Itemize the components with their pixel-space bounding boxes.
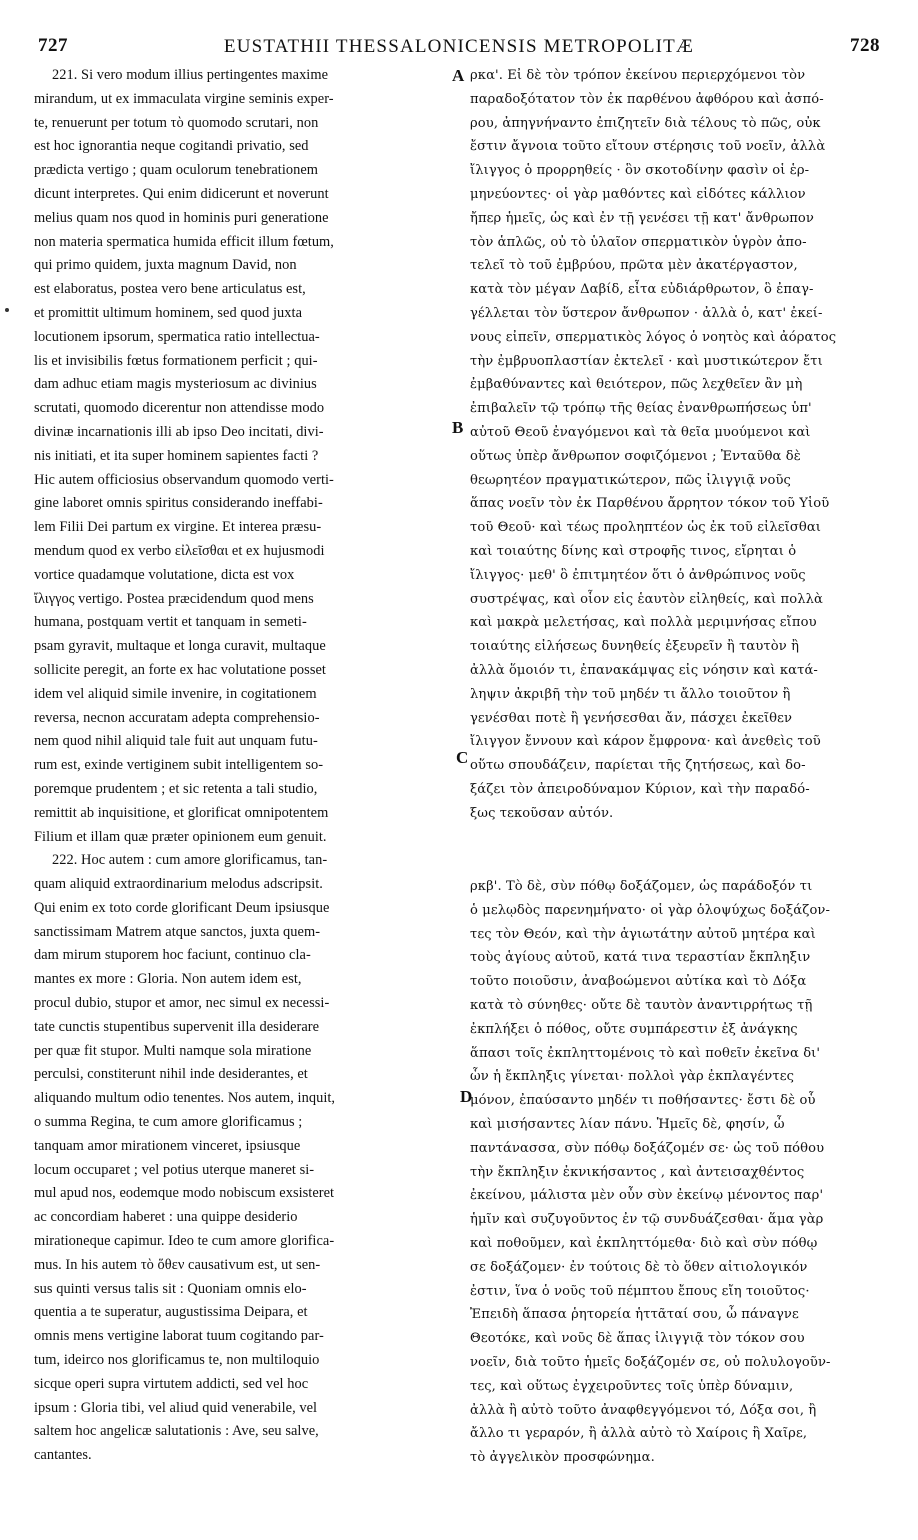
greek-text-line: κατὰ τὸ σύνηθες· οὔτε δὲ ταυτὸν ἀναντιρρήτως τῇ — [470, 997, 813, 1013]
latin-text-line: nis initiati, et ita super hominem sapientes facti ? — [34, 447, 319, 464]
latin-text-line: psam gyravit, multaque et longa curavit, multaque — [34, 638, 326, 655]
latin-text-line: procul dubio, stupor et amor, nec simul ex necessi- — [34, 995, 330, 1012]
latin-text-line: mirationeque capimur. Ideo te cum amore glorifica- — [34, 1233, 335, 1250]
latin-text-line: 221. Si vero modum illius pertingentes maxime — [52, 67, 329, 83]
greek-text-line: ρου, ἀπηγνήναντο ἐπιζητεῖν διὰ τέλους τὸ πῶς, οὐκ — [470, 115, 821, 131]
latin-text-line: per quæ fit stupor. Multi namque sola miratione — [34, 1042, 312, 1059]
greek-column-section-221 — [470, 64, 884, 826]
page-header — [34, 35, 884, 61]
greek-text-line: ἡμῖν καὶ συζυγοῦντος ἐν τῷ συνδυάζεσθαι· ἅμα γὰρ — [470, 1212, 824, 1228]
latin-text-line: Hic autem officiosius observandum quomodo verti- — [34, 471, 334, 488]
greek-text-line: τελεῖ τὸ τοῦ ἐμβρύου, πρῶτα μὲν ἀκατέργαστον, — [470, 258, 798, 274]
greek-text-line: τες τὸν Θεόν, καὶ τὴν ἁγιωτάτην αὐτοῦ μητέρα καὶ — [470, 926, 816, 942]
latin-text-line: gine laboret omnis spiritus considerando ineffabi- — [34, 495, 323, 512]
latin-text-line: sus quinti versus talis sit : Quoniam omnis elo- — [34, 1280, 307, 1297]
page-number-left: 727 — [38, 35, 68, 56]
latin-text-line: aliquando multum odio tenentes. Nos autem, inquit, — [34, 1090, 336, 1107]
margin-letter-d: D — [460, 1087, 473, 1106]
latin-text-line: te, renuerunt per totum τὸ quomodo scrutari, non — [34, 114, 319, 131]
latin-text-line: scrutati, quomodo dicerentur non attendisse modo — [34, 400, 325, 417]
greek-text-line: ἐκείνου, μάλιστα μὲν οὖν σὺν ἐκείνῳ μένοντος παρ' — [470, 1188, 824, 1204]
latin-text-line: lis et invisibilis fœtus formationem perficit ; qui- — [34, 352, 318, 369]
latin-text-line: rum est, exinde vertiginem subit intelligentem so- — [34, 757, 324, 774]
latin-text-line: locum occuparet ; vel potius uterque maneret si- — [34, 1161, 315, 1178]
latin-text-line: remittit ab inquisitione, et glorificat omnipotentem — [34, 804, 329, 821]
greek-text-line: παραδοξότατον τὸν ἐκ παρθένου ἀφθόρου καὶ ἀσπό- — [470, 91, 824, 107]
latin-text-line: dicunt interpretes. Qui enim didicerunt et noverunt — [34, 185, 329, 202]
latin-text-line: saltem hoc angelicæ salutationis : Ave, seu salve, — [34, 1423, 319, 1440]
greek-text-line: τες, καὶ οὕτως ἐγχειροῦντες τοῖς ὑπὲρ δύναμιν, — [470, 1378, 794, 1394]
greek-text-line: καὶ τοιαύτης δίνης καὶ στροφῆς τινος, εἴρηται ὁ — [470, 543, 797, 559]
latin-text-line: est hoc ignorantia neque cogitandi privatio, sed — [34, 138, 309, 155]
greek-text-line: παντάνασσα, σὺν πόθῳ δοξάζομέν σε· ὡς τοῦ πόθου — [470, 1140, 825, 1156]
greek-text-line: ἴλιγγον ἔννουν καὶ κάρον ἔμφρονα· καὶ ἀνεθεὶς τοῦ — [470, 734, 821, 750]
margin-letter-a: A — [452, 66, 465, 85]
print-speck — [5, 308, 9, 312]
latin-text-line: Qui enim ex toto corde glorificant Deum ipsiusque — [34, 899, 330, 916]
latin-text-line: prædicta vertigo ; quam oculorum tenebrationem — [34, 162, 319, 179]
greek-text-line: ληψιν ἀκριβῆ τὴν τοῦ μηδέν τι ἄλλο τοιοῦτον ἢ — [470, 686, 791, 702]
latin-text-line: 222. Hoc autem : cum amore glorificamus, tan- — [52, 852, 328, 869]
greek-text-line: ξάζει τὸν ἀπειροδύναμον Κύριον, καὶ τὴν παραδό- — [470, 781, 810, 797]
greek-text-line: καὶ μακρὰ μελετήσας, καὶ πολλὰ μεριμνήσας εἴπου — [470, 615, 817, 631]
latin-text-line: dam mirum stuporem hoc faciunt, continuo cla- — [34, 947, 311, 964]
latin-text-line: sicque operi supra virtutem addicti, sed vel hoc — [34, 1375, 309, 1392]
latin-text-line: ac concordiam haberet : una quippe desiderio — [34, 1209, 298, 1226]
latin-text-line: omnis mens vertigine laborat tuum cogitando par- — [34, 1328, 324, 1345]
latin-text-line: reversa, necnon accuratam adepta comprehensio- — [34, 709, 320, 726]
latin-text-line: nem quod nihil aliquid tale fuit aut unquam futu- — [34, 733, 318, 750]
greek-text-line: τὸν ἁπλῶς, οὐ τὸ ὑλαῖον σπερματικὸν ὑγρὸν ἀπο- — [470, 234, 807, 250]
latin-text-line: mul apud nos, eodemque modo nobiscum exsisteret — [34, 1185, 335, 1202]
greek-text-line: ἅπασι τοῖς ἐκπληττομένοις τὸ καὶ ποθεῖν ἐκεῖνα δι' — [470, 1045, 821, 1061]
latin-text-line: est elaboratus, postea vero bene articulatus est, — [34, 281, 306, 298]
greek-text-line: ἅπας νοεῖν τὸν ἐκ Παρθένου ἄρρητον τόκον τοῦ Υἱοῦ — [470, 496, 830, 512]
latin-text-line: lem Filii Dei partum ex virgine. Et interea præsu- — [34, 519, 322, 536]
greek-text-line: Ἐπειδὴ ἅπασα ῥητορεία ἡττᾶταί σου, ὦ πάναγνε — [470, 1307, 799, 1323]
greek-text-line: τὸ ἀγγελικὸν προσφώνημα. — [470, 1450, 655, 1466]
greek-text-line: ἔστιν ἄγνοια τοῦτο εἴτουν στέρησις τοῦ νοεῖν, ἀλλὰ — [470, 139, 826, 155]
latin-text-line: mus. In his autem τὸ ὅθεν causativum est, ut sen- — [34, 1256, 321, 1273]
latin-text-line: melius quam nos quod in hominis puri generatione — [34, 209, 329, 226]
greek-text-line: σε δοξάζομεν· ἐν τούτοις δὲ τὸ ὅθεν αἰτιολογικόν — [470, 1259, 808, 1275]
page-number-right: 728 — [850, 35, 880, 56]
latin-text-line: o summa Regina, te cum amore glorificamus ; — [34, 1114, 303, 1131]
latin-text-line: ipsum : Gloria tibi, vel aliud quid venerabile, vel — [34, 1399, 318, 1416]
greek-text-line: αὐτοῦ Θεοῦ ἐναγόμενοι καὶ τὰ θεῖα μυούμενοι καὶ — [470, 424, 811, 440]
greek-text-line: καὶ μισήσαντες λίαν πάνυ. Ἡμεῖς δὲ, φησίν, ὦ — [470, 1116, 785, 1132]
greek-text-line: καὶ ποθοῦμεν, καὶ ἐκπληττόμεθα· διὸ καὶ σὺν πόθῳ — [470, 1235, 818, 1251]
latin-text-line: locutionem ipsorum, spermatica ratio intellectua- — [34, 328, 320, 345]
greek-text-line: ρκα'. Εἰ δὲ τὸν τρόπον ἐκείνου περιερχόμενοι τὸν — [470, 68, 806, 83]
greek-text-line: ἐμβαθύναντες καὶ θειότερον, πῶς λεχθεῖεν ἂν μὴ — [470, 377, 803, 393]
running-title: EUSTATHII THESSALONICENSIS METROPOLITÆ — [223, 36, 695, 57]
latin-text-line: quam aliquid extraordinarium melodus adscripsit. — [34, 876, 323, 893]
latin-text-line: dam adhuc etiam magis mysteriosum ac divinius — [34, 376, 317, 393]
latin-text-line: sanctissimam Matrem atque sanctos, juxta quem- — [34, 923, 321, 940]
greek-text-line: οὕτω σπουδάζειν, παρίεται τῆς ζητήσεως, καὶ δο- — [470, 758, 806, 774]
latin-text-line: quentia a te superatur, augustissima Deipara, et — [34, 1304, 308, 1321]
greek-column-section-222 — [470, 875, 884, 1470]
latin-text-line: qui primo quidem, juxta magnum David, non — [34, 257, 297, 274]
latin-text-line: divinæ incarnationis illi ab ipso Deo incitati, divi- — [34, 423, 324, 440]
greek-text-line: ὁ μελῳδὸς παρενημήνατο· οἱ γὰρ ὁλοψύχως δοξάζον- — [470, 902, 831, 918]
greek-text-line: ἐπιβαλεῖν τῷ τρόπῳ τῆς θείας ἐνανθρωπήσεως ὑπ' — [470, 401, 812, 417]
greek-text-line: ἀλλὰ ὅμοιόν τι, ἐπανακάμψας εἰς νόησιν καὶ κατά- — [470, 662, 818, 678]
greek-text-line: νους εἰπεῖν, σπερματικὸς λόγος ὁ νοητὸς καὶ ἀόρατος — [470, 329, 837, 345]
greek-text-line: θεωρητέον πραγματικώτερον, πῶς ἰλιγγιᾷ νοῦς — [470, 472, 791, 488]
greek-text-line: ρκβ'. Τὸ δὲ, σὺν πόθῳ δοξάζομεν, ὡς παράδοξόν τι — [470, 879, 813, 894]
latin-text-line: ἴλιγγος vertigo. Postea præcidendum quod mens — [34, 590, 314, 607]
greek-text-line: ἴλιγγος· μεθ' ὃ ἐπιτμητέον ὅτι ὁ ἀνθρώπινος νοῦς — [470, 567, 806, 583]
latin-text-line: sollicite peregit, an forte ex hac volutatione posset — [34, 661, 326, 678]
greek-text-line: ἄλλο τι γεραρόν, ἢ ἀλλὰ αὐτὸ τὸ Χαίροις ἢ Χαῖρε, — [470, 1426, 808, 1442]
margin-letter-c: C — [456, 748, 469, 767]
greek-text-line: τοιαύτης εἰλήσεως δυνηθείς ἐξευρεῖν ἢ ταυτὸν ἢ — [470, 639, 800, 655]
greek-text-line: μηνεύοντες· οἱ γὰρ μαθόντες καὶ εἰδότες κάλλιον — [470, 186, 806, 202]
greek-text-line: Θεοτόκε, καὶ νοῦς δὲ ἅπας ἰλιγγιᾷ τὸν τόκον σου — [470, 1331, 805, 1347]
greek-text-line: ἐστιν, ἵνα ὁ νοῦς τοῦ πέμπτου ἔπους εἴη τοιοῦτος· — [470, 1283, 810, 1299]
greek-text-line: οὕτως ὑπὲρ ἄνθρωπον σοφιζόμενοι ; Ἐνταῦθα δὲ — [470, 448, 801, 464]
latin-text-line: mirandum, ut ex immaculata virgine seminis exper- — [34, 90, 334, 107]
greek-text-line: τοὺς ἁγίους αὐτοῦ, κατά τινα τεραστίαν ἔκπληξιν — [470, 950, 811, 966]
greek-text-line: ἤπερ ἡμεῖς, ὡς καὶ ἐν τῇ γενέσει τῇ κατ' ἄνθρωπον — [470, 210, 814, 226]
greek-text-line: ἀλλὰ ἢ αὐτὸ τοῦτο ἀναφθεγγόμενοι τό, Δόξα σοι, ἢ — [470, 1402, 817, 1418]
greek-text-line: συστρέψας, καὶ οἷον εἰς ἑαυτὸν εἰληθείς, καὶ πολλὰ — [470, 591, 823, 607]
latin-text-line: et promittit ultimum hominem, sed quod juxta — [34, 304, 303, 321]
latin-text-line: cantantes. — [34, 1447, 92, 1464]
greek-text-line: νοεῖν, διὰ τοῦτο ἡμεῖς δοξάζομέν σε, οὐ πολυλογοῦν- — [470, 1354, 831, 1370]
latin-column — [34, 64, 446, 1468]
greek-text-line: μόνον, ἐπαύσαντο μηδέν τι ποθήσαντες· ἔστι δὲ οὗ — [470, 1093, 816, 1109]
margin-letter-b: B — [452, 418, 464, 437]
latin-text-line: non materia spermatica humida efficit illum fœtum, — [34, 233, 334, 250]
greek-text-line: κατὰ τὸν μέγαν Δαβίδ, εἶτα εὐδιάρθρωτον, ὃ ἐπαγ- — [470, 282, 814, 298]
greek-text-line: τὴν ἔκπληξιν ἐκνικήσαντος , καὶ ἀντεισαχθέντος — [470, 1164, 805, 1180]
latin-text-line: mantes ex more : Gloria. Non autem idem est, — [34, 971, 302, 988]
latin-text-line: vortice quadamque volutatione, dicta est vox — [34, 566, 295, 583]
latin-text-line: perculsi, constiterunt nihil inde desiderantes, et — [34, 1066, 308, 1083]
latin-text-line: idem vel aliquid simile invenire, in cogitationem — [34, 685, 317, 702]
greek-text-line: τοῦτο ποιοῦσιν, ἀναβοώμενοι αὐτίκα καὶ τὸ Δόξα — [470, 974, 807, 990]
latin-text-line: tum, ideirco nos glorificamus te, non multiloquio — [34, 1352, 320, 1369]
greek-text-line: γέλλεται τὸν ὕστερον ἄνθρωπον · ἀλλὰ ὁ, κατ' ἐκεί- — [470, 305, 823, 321]
greek-text-line: γενέσθαι ποτὲ ἢ γενήσεσθαι ἄν, πάσχει ἐκεῖθεν — [470, 710, 793, 726]
greek-text-line: τὴν ἐμβρυοπλαστίαν ἐκτελεῖ · καὶ μυστικώτερον ἔτι — [470, 353, 823, 369]
greek-text-line: ὧν ἡ ἔκπληξις γίνεται· πολλοὶ γὰρ ἐκπλαγέντες — [470, 1069, 795, 1085]
latin-text-line: poremque prudentem ; et sic retenta a tali studio, — [34, 780, 318, 797]
greek-text-line: ξως τεκοῦσαν αὐτόν. — [470, 805, 614, 821]
greek-text-line: ἴλιγγος ὁ προρρηθείς · ὃν σκοτοδίνην φασὶν οἱ ἑρ- — [470, 163, 810, 179]
latin-text-line: Filium et illam quæ præter opinionem eum genuit. — [34, 828, 327, 845]
latin-text-line: tanquam amor mirationem vinceret, ipsiusque — [34, 1137, 301, 1154]
greek-text-line: τοῦ Θεοῦ· καὶ τέως προληπτέον ὡς ἐκ τοῦ εἰλεῖσθαι — [470, 520, 822, 536]
latin-text-line: humana, postquam vertit et tanquam in semeti- — [34, 614, 307, 631]
latin-text-line: mendum quod ex verbo εἰλεῖσθαι et ex hujusmodi — [34, 542, 325, 559]
greek-text-line: ἐκπλήξει ὁ πόθος, οὔτε συμπάρεστιν ἐξ ἀνάγκης — [470, 1021, 798, 1037]
latin-text-line: tate cunctis stupentibus supervenit illa desiderare — [34, 1018, 320, 1035]
